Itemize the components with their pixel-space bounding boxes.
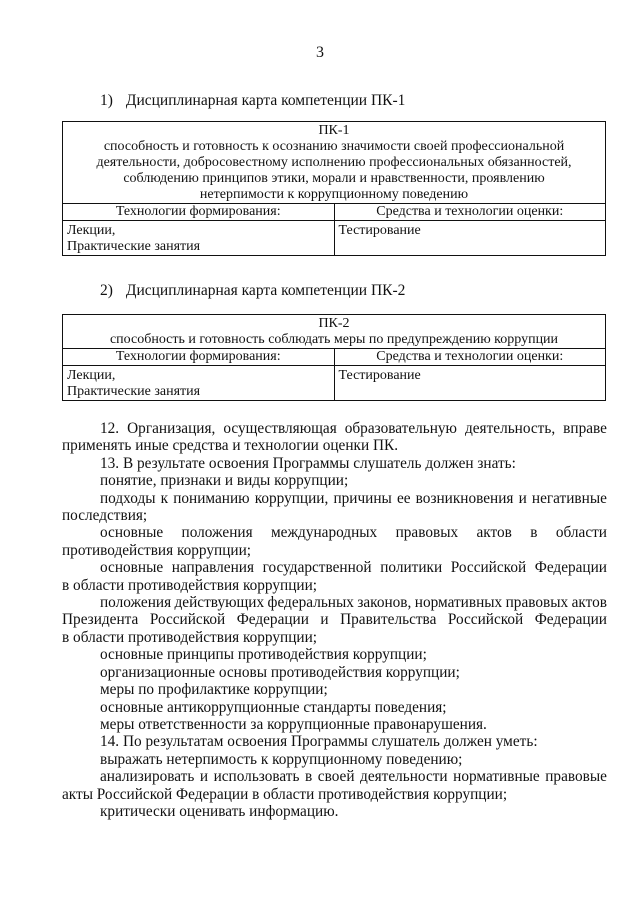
word: нормативных <box>414 594 503 612</box>
text-line: последствия; <box>62 507 148 525</box>
map2-col1-value <box>63 366 335 401</box>
map2-heading <box>100 282 405 300</box>
word: в <box>530 524 538 542</box>
competence-table-2 <box>62 314 606 401</box>
word: Федерации <box>236 611 309 629</box>
word: политики <box>380 559 443 577</box>
map2-code: ПК-2 <box>63 315 606 333</box>
map2-col1-header: Технологии формирования: <box>63 349 335 366</box>
word: образовательную <box>344 420 457 437</box>
map2-number: 2) <box>100 282 113 299</box>
word: федеральных <box>267 594 354 612</box>
map1-col1-header: Технологии формирования: <box>63 204 335 221</box>
justified-line <box>62 594 607 611</box>
word: актов <box>571 594 607 612</box>
word: 12. <box>100 420 120 437</box>
text-line: противодействия коррупции; <box>62 541 252 559</box>
word: основные <box>100 524 164 542</box>
text-line: 14. По результатам освоения Программы слушатель должен уметь: <box>100 733 538 751</box>
word: подходы <box>100 489 156 507</box>
map2-description <box>63 332 606 349</box>
map2-col1-line: Лекции, <box>67 368 116 383</box>
justified-line <box>62 611 607 628</box>
text-line: в области противодействия коррупции; <box>62 576 318 594</box>
word: актов <box>476 524 512 542</box>
map1-code: ПК-1 <box>63 122 606 140</box>
word: коррупции, <box>254 489 329 507</box>
word: Российской <box>447 611 524 629</box>
word: государственной <box>262 559 372 577</box>
word: и <box>199 768 209 786</box>
word: к <box>160 489 169 507</box>
text-line: в области противодействия коррупции; <box>62 628 318 646</box>
word: деятельности <box>360 768 448 786</box>
text-line: выражать нетерпимость к коррупционному поведению; <box>100 750 463 768</box>
word: области <box>555 524 607 542</box>
word: действующих <box>174 594 265 612</box>
text-line: основные антикоррупционные стандарты поведения; <box>100 698 447 716</box>
justified-line <box>62 490 607 507</box>
word: направления <box>171 559 254 577</box>
map2-col2-header: Средства и технологии оценки: <box>334 349 606 366</box>
word: нормативные <box>453 768 540 786</box>
justified-line <box>62 559 607 576</box>
text-line: организационные основы противодействия коррупции; <box>100 663 460 681</box>
word: Организация, <box>127 420 216 437</box>
word: и <box>320 611 329 629</box>
word: осуществляющая <box>223 420 337 437</box>
word: возникновения <box>415 489 514 507</box>
word: негативные <box>531 489 607 507</box>
word: ее <box>396 489 411 507</box>
text-line: применять иные средства и технологии оценки ПК. <box>62 437 399 455</box>
body-text <box>62 420 607 820</box>
map1-description <box>63 139 606 204</box>
map1-desc-line: деятельности, добросовестному исполнению профессиональных обязанностей, <box>96 155 572 170</box>
word: в <box>305 768 313 786</box>
word: основные <box>100 559 164 577</box>
word: причины <box>333 489 392 507</box>
map1-desc-line: способность и готовность к осознанию значимости своей профессиональной <box>103 139 565 154</box>
text-line: 13. В результате освоения Программы слушатель должен знать: <box>100 454 516 472</box>
text-line: критически оценивать информацию. <box>100 802 339 820</box>
word: Российской <box>149 611 226 629</box>
word: анализировать <box>100 768 195 786</box>
map1-col1-line: Практические занятия <box>67 239 201 254</box>
competence-table-1 <box>62 121 606 256</box>
text-line: меры ответственности за коррупционные правонарушения. <box>100 715 487 733</box>
word: своей <box>317 768 355 786</box>
justified-line <box>62 768 607 785</box>
word: пониманию <box>173 489 250 507</box>
map1-number: 1) <box>100 92 113 109</box>
word: международных <box>271 524 378 542</box>
word: деятельность, <box>464 420 556 437</box>
map1-col1-value <box>63 221 335 256</box>
map2-col2-value: Тестирование <box>334 366 606 401</box>
text-line: основные принципы противодействия коррупции; <box>100 646 427 664</box>
word: правовых <box>395 524 459 542</box>
word: положения <box>181 524 253 542</box>
map1-heading <box>100 92 405 110</box>
map1-desc-line: нетерпимости к коррупционному поведению <box>199 187 469 202</box>
map1-col2-header: Средства и технологии оценки: <box>334 204 606 221</box>
page-number: 3 <box>316 44 324 61</box>
word: и <box>518 489 527 507</box>
word: Президента <box>62 611 139 629</box>
word: правовые <box>545 768 607 786</box>
text-line: понятие, признаки и виды коррупции; <box>100 472 349 490</box>
map1-col1-line: Лекции, <box>67 223 116 238</box>
word: Правительства <box>340 611 437 629</box>
map1-desc-line: соблюдению принципов этики, морали и нравственности, проявлению <box>123 171 545 186</box>
word: Федерации <box>534 611 607 629</box>
justified-line <box>62 420 607 437</box>
map1-col2-value: Тестирование <box>334 221 606 256</box>
word: использовать <box>213 768 300 786</box>
word: Федерации <box>534 559 607 577</box>
word: вправе <box>563 420 607 437</box>
justified-line <box>62 524 607 541</box>
text-line: меры по профилактике коррупции; <box>100 681 328 699</box>
map2-heading-text: Дисциплинарная карта компетенции ПК-2 <box>125 282 406 299</box>
word: Российской <box>450 559 527 577</box>
text-line: акты Российской Федерации в области противодействия коррупции; <box>62 785 508 803</box>
map1-heading-text: Дисциплинарная карта компетенции ПК-1 <box>125 92 406 109</box>
map2-desc-line: способность и готовность соблюдать меры по предупреждению коррупции <box>109 332 559 347</box>
word: правовых <box>505 594 569 612</box>
word: положения <box>100 594 172 612</box>
map2-col1-line: Практические занятия <box>67 384 201 399</box>
word: законов, <box>357 594 412 612</box>
